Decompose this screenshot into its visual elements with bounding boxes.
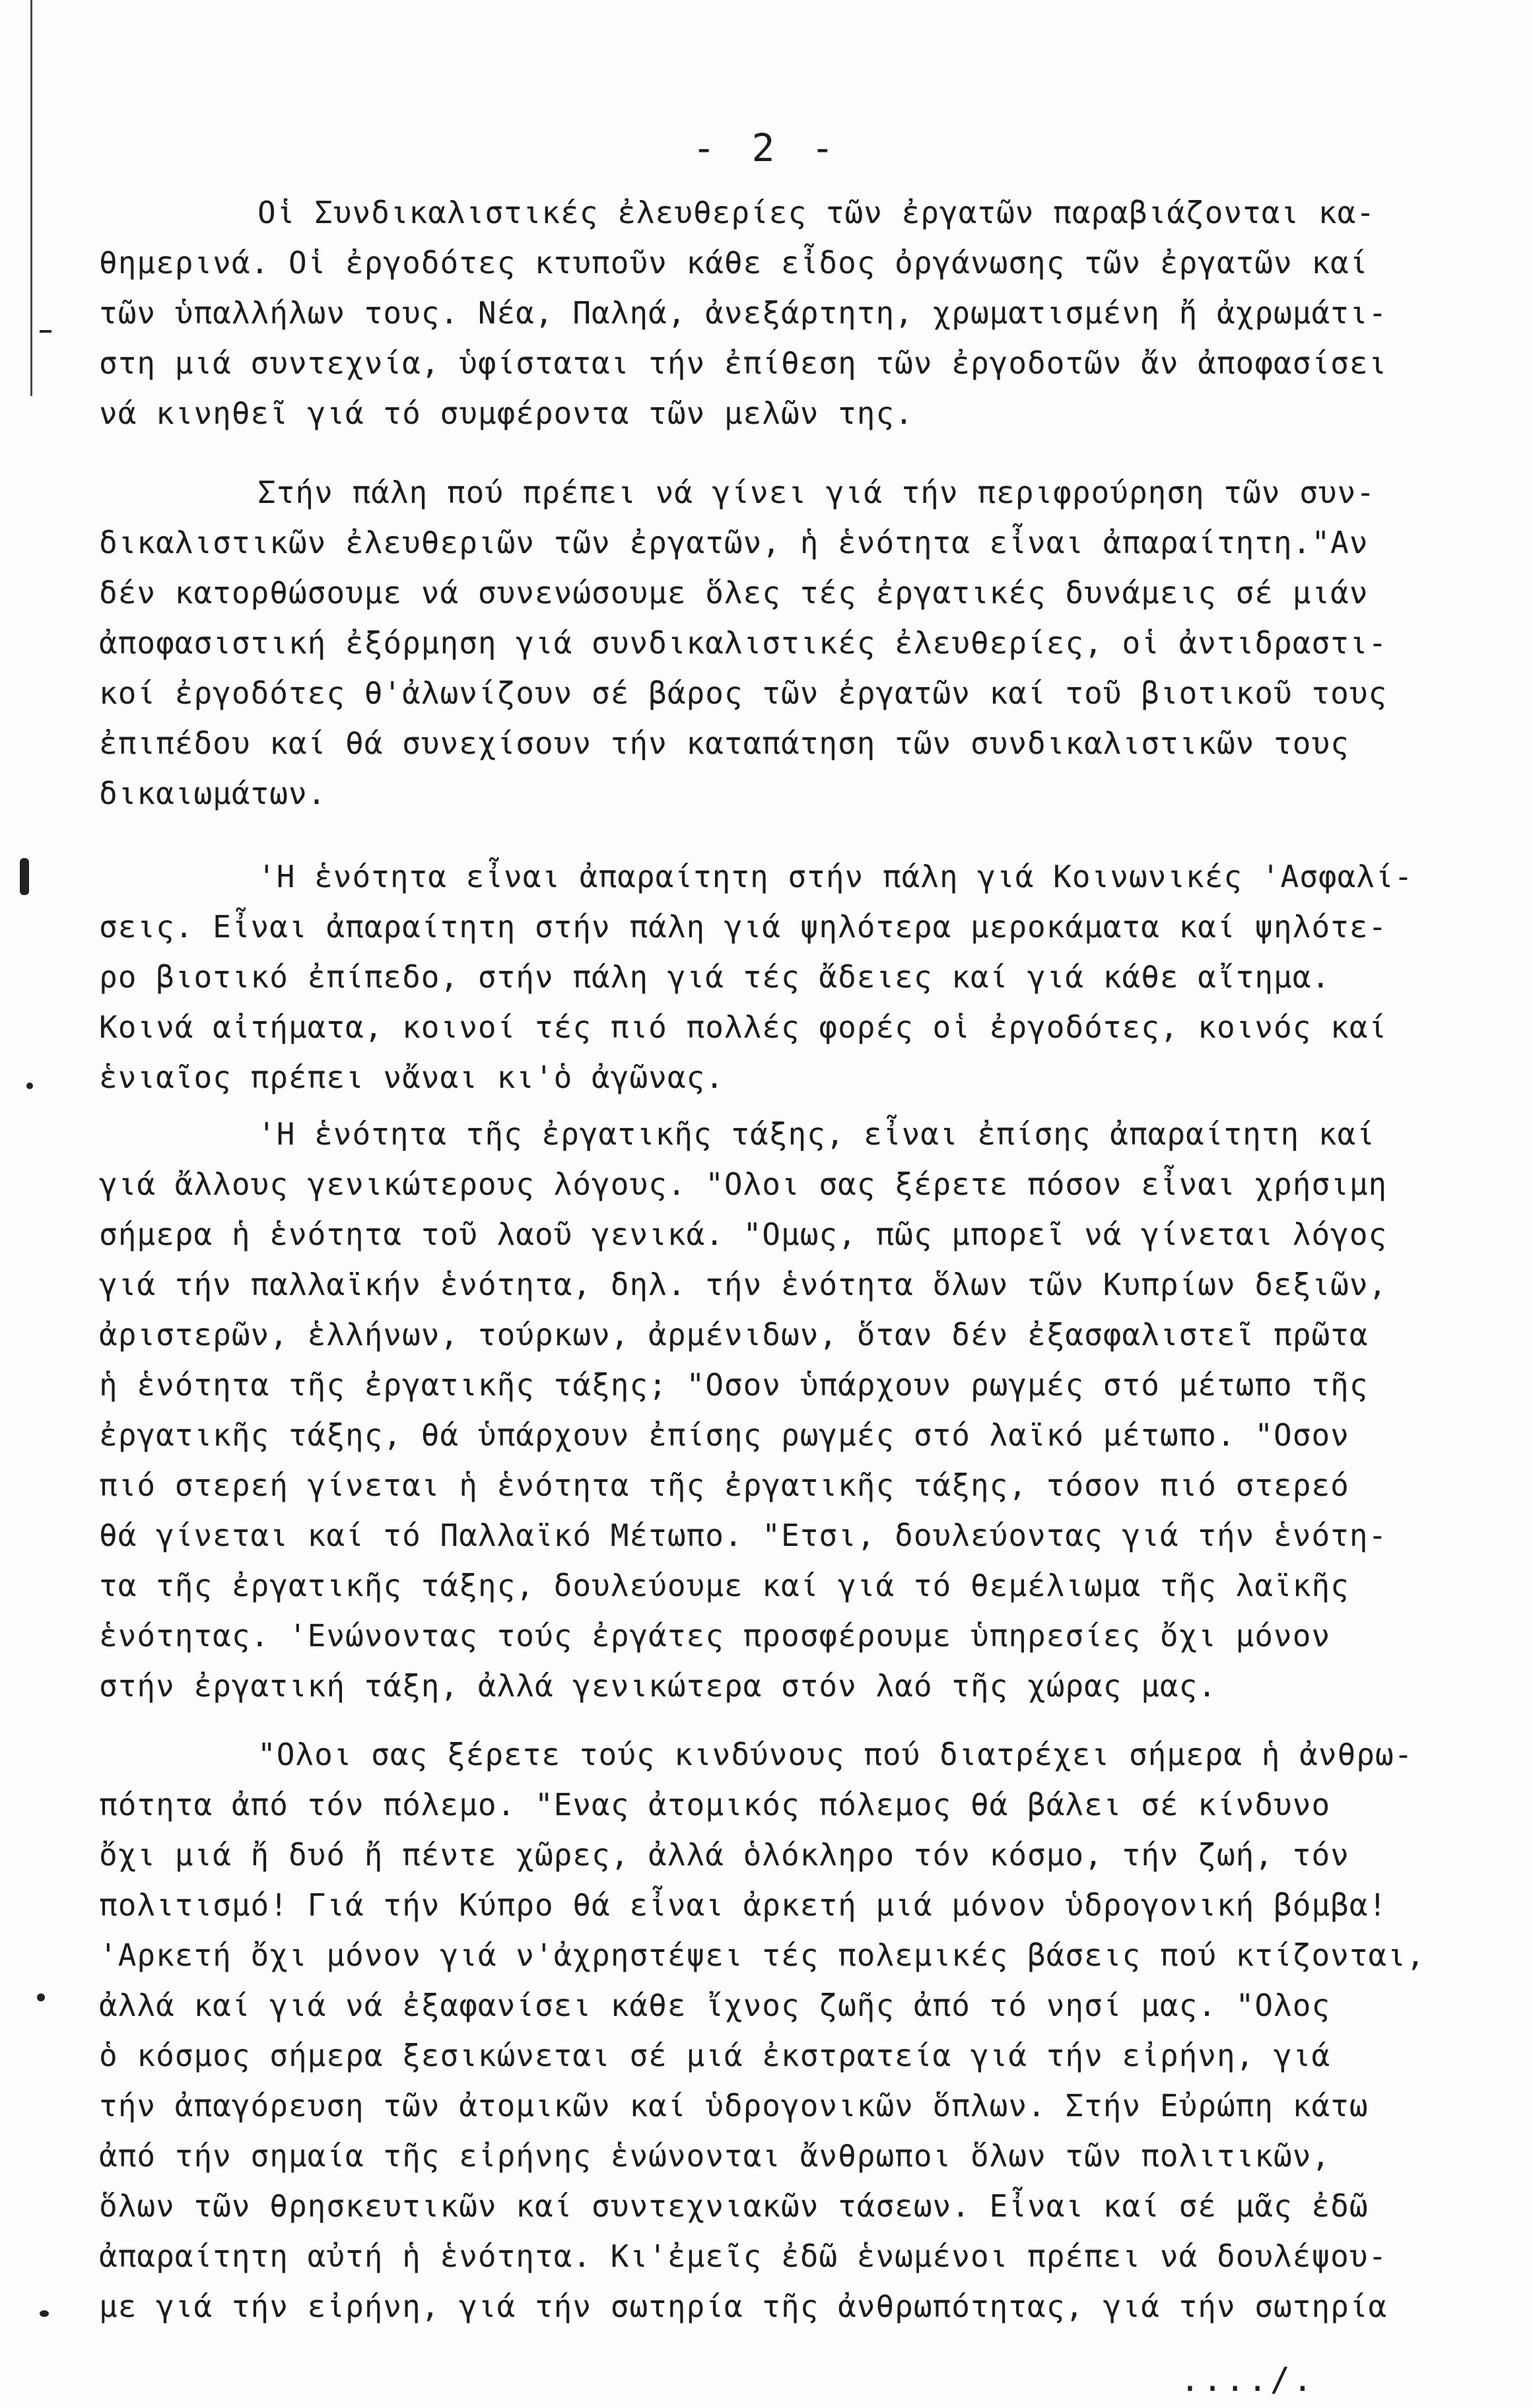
paragraph-1 <box>99 187 1472 438</box>
text-line: γιά ἄλλους γενικώτερους λόγους. "Ολοι σας ξέρετε πόσον εἶναι χρήσιμη <box>99 1166 1388 1202</box>
text-line: δέν κατορθώσουμε νά συνενώσουμε ὅλες τές ἐργατικές δυνάμεις σέ μιάν <box>99 575 1369 611</box>
text-line: πότητα ἀπό τόν πόλεμο. "Ενας ἀτομικός πόλεμος θά βάλει σέ κίνδυνο <box>99 1787 1331 1823</box>
margin-ink-mark <box>20 858 29 895</box>
text-line: θημερινά. Οἱ ἐργοδότες κτυποῦν κάθε εἶδος ὀργάνωσης τῶν ἐργατῶν καί <box>99 245 1369 281</box>
text-line: ἐργατικῆς τάξης, θά ὑπάρχουν ἐπίσης ρωγμές στό λαϊκό μέτωπο. "Οσον <box>99 1417 1349 1453</box>
text-line: τῶν ὑπαλλήλων τους. Νέα, Παληά, ἀνεξάρτητη, χρωματισμένη ἤ ἀχρωμάτι- <box>99 295 1388 331</box>
text-line: ἑνιαῖος πρέπει νἄναι κι'ὁ ἀγῶνας. <box>99 1059 724 1095</box>
text-line: νά κινηθεῖ γιά τό συμφέροντα τῶν μελῶν της. <box>99 395 914 431</box>
text-line: ἡ ἑνότητα τῆς ἐργατικῆς τάξης; "Οσον ὑπάρχουν ρωγμές στό μέτωπο τῆς <box>99 1367 1369 1403</box>
text-line: γιά τήν παλλαϊκήν ἑνότητα, δηλ. τήν ἑνότητα ὅλων τῶν Κυπρίων δεξιῶν, <box>99 1267 1388 1302</box>
text-line: ἀποφασιστική ἐξόρμηση γιά συνδικαλιστικές ἐλευθερίες, οἱ ἀντιδραστι- <box>99 625 1388 661</box>
text-line: "Ολοι σας ξέρετε τούς κινδύνους πού διατρέχει σήμερα ἡ ἀνθρω- <box>257 1737 1414 1772</box>
text-line: πιό στερεή γίνεται ἡ ἑνότητα τῆς ἐργατικῆς τάξης, τόσον πιό στερεό <box>99 1467 1349 1503</box>
text-line: θά γίνεται καί τό Παλλαϊκό Μέτωπο. "Ετσι, δουλεύοντας γιά τήν ἑνότη- <box>99 1518 1388 1553</box>
text-line: δικαλιστικῶν ἐλευθεριῶν τῶν ἐργατῶν, ἡ ἑνότητα εἶναι ἀπαραίτητη."Αν <box>99 525 1369 560</box>
page-number: - 2 - <box>692 125 841 170</box>
paragraph-4 <box>99 1109 1472 1711</box>
text-line: ἀπαραίτητη αὐτή ἡ ἑνότητα. Κι'ἐμεῖς ἐδῶ ἑνωμένοι πρέπει νά δουλέψου- <box>99 2238 1388 2274</box>
text-line: κοί ἐργοδότες θ'ἀλωνίζουν σέ βάρος τῶν ἐργατῶν καί τοῦ βιοτικοῦ τους <box>99 675 1388 711</box>
paragraph-2 <box>99 467 1472 819</box>
text-line: 'Αρκετή ὄχι μόνον γιά ν'ἀχρηστέψει τές πολεμικές βάσεις πού κτίζονται, <box>99 1937 1425 1973</box>
text-line: ἑνότητας. 'Ενώνοντας τούς ἐργάτες προσφέρουμε ὑπηρεσίες ὄχι μόνον <box>99 1618 1331 1654</box>
continuation-mark: ..../. <box>1180 2360 1315 2399</box>
text-line: ὄχι μιά ἤ δυό ἤ πέντε χῶρες, ἀλλά ὁλόκληρο τόν κόσμο, τήν ζωή, τόν <box>99 1837 1349 1873</box>
text-line: σεις. Εἶναι ἀπαραίτητη στήν πάλη γιά ψηλότερα μεροκάματα καί ψηλότε- <box>99 909 1388 945</box>
text-line: ὅλων τῶν θρησκευτικῶν καί συντεχνιακῶν τάσεων. Εἶναι καί σέ μᾶς ἐδῶ <box>99 2188 1369 2224</box>
text-line: ὁ κόσμος σήμερα ξεσικώνεται σέ μιά ἐκστρατεία γιά τήν εἰρήνη, γιά <box>99 2038 1331 2073</box>
text-line: 'Η ἑνότητα τῆς ἐργατικῆς τάξης, εἶναι ἐπίσης ἀπαραίτητη καί <box>257 1116 1375 1152</box>
text-line: σήμερα ἡ ἑνότητα τοῦ λαοῦ γενικά. "Ομως, πῶς μπορεῖ νά γίνεται λόγος <box>99 1217 1388 1252</box>
text-line: Κοινά αἰτήματα, κοινοί τές πιό πολλές φορές οἱ ἐργοδότες, κοινός καί <box>99 1009 1388 1045</box>
text-line: ἀριστερῶν, ἑλλήνων, τούρκων, ἀρμένιδων, ὅταν δέν ἐξασφαλιστεῖ πρῶτα <box>99 1317 1369 1353</box>
text-line: ἀπό τήν σημαία τῆς εἰρήνης ἑνώνονται ἄνθρωποι ὅλων τῶν πολιτικῶν, <box>99 2138 1331 2174</box>
text-line: στη μιά συντεχνία, ὑφίσταται τήν ἐπίθεση τῶν ἐργοδοτῶν ἄν ἀποφασίσει <box>99 345 1388 381</box>
paragraph-5 <box>99 1729 1472 2331</box>
text-line: δικαιωμάτων. <box>99 776 327 811</box>
text-line: Στήν πάλη πού πρέπει νά γίνει γιά τήν περιφρούρηση τῶν συν- <box>257 475 1375 510</box>
margin-ink-mark <box>37 1993 45 2001</box>
text-line: ρο βιοτικό ἐπίπεδο, στήν πάλη γιά τές ἄδειες καί γιά κάθε αἴτημα. <box>99 959 1331 995</box>
paragraph-3 <box>99 852 1472 1102</box>
text-line: ἀλλά καί γιά νά ἐξαφανίσει κάθε ἴχνος ζωῆς ἀπό τό νησί μας. "Ολος <box>99 1988 1331 2023</box>
text-line: στήν ἐργατική τάξη, ἀλλά γενικώτερα στόν λαό τῆς χώρας μας. <box>99 1668 1217 1704</box>
text-line: τήν ἀπαγόρευση τῶν ἀτομικῶν καί ὑδρογονικῶν ὅπλων. Στήν Εὐρώπη κάτω <box>99 2088 1369 2124</box>
margin-ink-mark <box>40 2310 49 2317</box>
text-line: Οἱ Συνδικαλιστικές ἐλευθερίες τῶν ἐργατῶν παραβιάζονται κα- <box>257 195 1375 230</box>
text-line: με γιά τήν εἰρήνη, γιά τήν σωτηρία τῆς ἀνθρωπότητας, γιά τήν σωτηρία <box>99 2289 1388 2324</box>
margin-ink-mark <box>40 330 51 333</box>
margin-ink-mark <box>26 1083 33 1089</box>
margin-rule <box>30 0 32 396</box>
text-line: 'Η ἑνότητα εἶναι ἀπαραίτητη στήν πάλη γιά Κοινωνικές 'Ασφαλί- <box>257 859 1414 894</box>
text-line: τα τῆς ἐργατικῆς τάξης, δουλεύουμε καί γιά τό θεμέλιωμα τῆς λαϊκῆς <box>99 1568 1349 1603</box>
text-line: πολιτισμό! Γιά τήν Κύπρο θά εἶναι ἀρκετή μιά μόνον ὑδρογονική βόμβα! <box>99 1887 1388 1923</box>
text-line: ἐπιπέδου καί θά συνεχίσουν τήν καταπάτηση τῶν συνδικαλιστικῶν τους <box>99 725 1349 761</box>
